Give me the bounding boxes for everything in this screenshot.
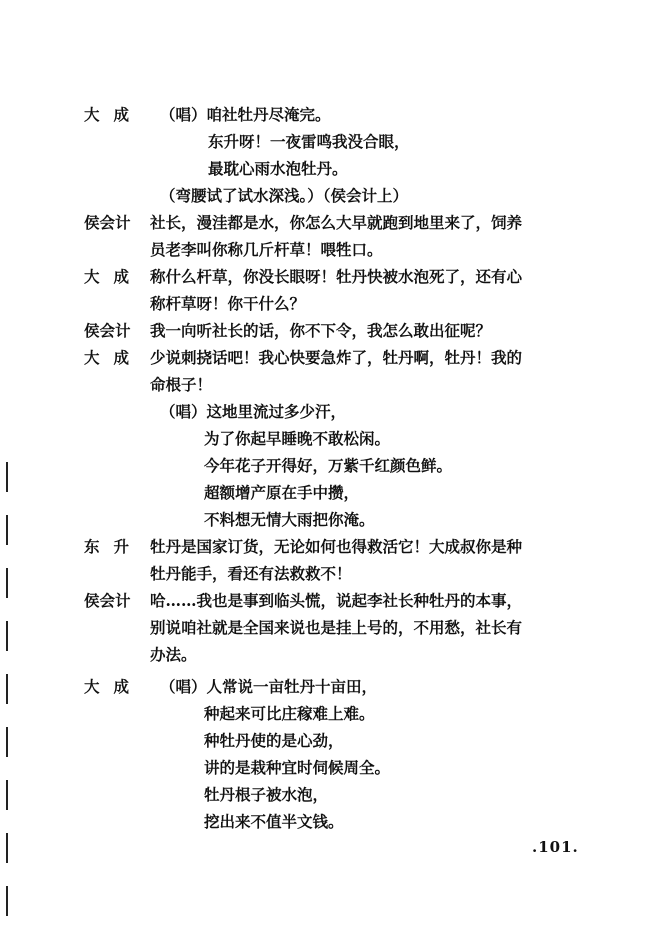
- speaker-label: 大成: [84, 267, 144, 286]
- scan-edge-mark: [6, 886, 8, 916]
- script-line: （唱）人常说一亩牡丹十亩田，: [160, 677, 378, 696]
- script-line: 种牡丹使的是心劲，: [204, 731, 344, 750]
- script-line: （唱）这地里流过多少汗，: [160, 402, 347, 421]
- scan-edge-mark: [6, 621, 8, 651]
- script-line: 种起来可比庄稼难上难。: [204, 704, 375, 723]
- scan-edge-mark: [6, 674, 8, 704]
- script-line: 称什么杆草，你没长眼呀！牡丹快被水泡死了，还有心: [150, 267, 523, 286]
- speaker-label: 侯会计: [84, 321, 131, 340]
- speaker-label: 侯会计: [84, 213, 131, 232]
- scan-edge-mark: [6, 780, 8, 810]
- speaker-label: 东升: [84, 537, 144, 556]
- script-line: 称杆草呀！你干什么？: [150, 294, 306, 313]
- speaker-label: 侯会计: [84, 591, 131, 610]
- scan-edge-mark: [6, 568, 8, 598]
- script-line: 社长，漫洼都是水，你怎么大早就跑到地里来了，饲养: [150, 213, 523, 232]
- script-line: 今年花子开得好，万紫千红颜色鲜。: [204, 456, 453, 475]
- script-line: 牡丹能手，看还有法救救不！: [150, 564, 352, 583]
- script-line: 不料想无情大雨把你淹。: [204, 510, 375, 529]
- script-line: 牡丹根子被水泡，: [204, 785, 329, 804]
- speaker-label: 大成: [84, 348, 144, 367]
- script-line: 少说刺挠话吧！我心快要急炸了，牡丹啊，牡丹！我的: [150, 348, 523, 367]
- scan-edge-mark: [6, 515, 8, 545]
- script-line: 超额增产原在手中攒，: [204, 483, 360, 502]
- script-line: 员老李叫你称几斤杆草！喂牲口。: [150, 240, 383, 259]
- page-number: .101.: [532, 838, 579, 856]
- scan-edge-mark: [6, 833, 8, 863]
- script-line: 东升呀！一夜雷鸣我没合眼，: [208, 132, 410, 151]
- script-line: 哈……我也是事到临头慌，说起李社长种牡丹的本事，: [150, 591, 523, 610]
- script-line: 为了你起早睡晚不敢松闲。: [204, 429, 391, 448]
- script-line: 别说咱社就是全国来说也是挂上号的，不用愁，社长有: [150, 618, 523, 637]
- script-line: 办法。: [150, 645, 197, 664]
- script-line: 命根子！: [150, 375, 213, 394]
- script-line: （唱）咱社牡丹尽淹完。: [160, 105, 331, 124]
- scan-edge-mark: [6, 727, 8, 757]
- speaker-label: 大成: [84, 105, 144, 124]
- scan-edge-mark: [6, 462, 8, 492]
- script-line: 讲的是栽种宜时伺候周全。: [204, 758, 391, 777]
- stage-direction: （弯腰试了试水深浅。）（侯会计上）: [160, 186, 409, 205]
- script-line: 牡丹是国家订货，无论如何也得救活它！大成叔你是种: [150, 537, 523, 556]
- script-line: 挖出来不值半文钱。: [204, 812, 344, 831]
- script-line: 我一向听社长的话，你不下令，我怎么敢出征呢？: [150, 321, 492, 340]
- script-line: 最耽心雨水泡牡丹。: [208, 159, 348, 178]
- speaker-label: 大成: [84, 677, 144, 696]
